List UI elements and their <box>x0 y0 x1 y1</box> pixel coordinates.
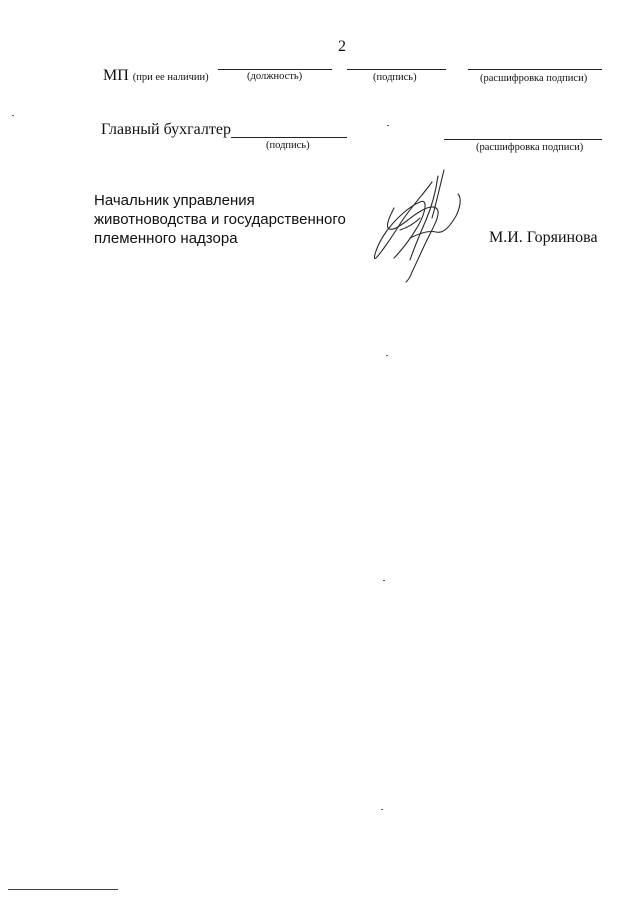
head-title-line: племенного надзора <box>94 230 238 247</box>
handwritten-signature <box>370 168 466 284</box>
footnote-rule <box>8 889 118 890</box>
accountant-signature-line <box>231 137 347 138</box>
accountant-signature-caption: (подпись) <box>266 140 310 151</box>
mp-note: (при ее наличии) <box>132 72 209 83</box>
accountant-decoding-caption: (расшифровка подписи) <box>476 142 584 153</box>
head-title-line: Начальник управления <box>94 192 255 209</box>
scan-speck <box>381 809 383 810</box>
scan-speck <box>387 125 389 126</box>
head-title-line: животноводства и государственного <box>94 211 346 228</box>
accountant-decoding-line <box>444 139 602 140</box>
head-title <box>94 191 346 248</box>
mp-decoding-line <box>468 69 602 70</box>
seal-label <box>103 67 209 85</box>
position-line <box>218 69 332 70</box>
scan-speck <box>386 355 388 356</box>
chief-accountant-label: Главный бухгалтер <box>101 121 231 138</box>
mp-signature-line <box>347 69 446 70</box>
mp-label: МП <box>103 67 129 84</box>
mp-decoding-caption: (расшифровка подписи) <box>480 73 588 84</box>
mp-signature-caption: (подпись) <box>373 72 417 83</box>
head-name: М.И. Горяинова <box>489 229 598 246</box>
position-caption: (должность) <box>247 71 303 82</box>
page-number: 2 <box>338 38 346 55</box>
scan-speck <box>383 580 385 581</box>
scan-speck <box>12 115 14 116</box>
